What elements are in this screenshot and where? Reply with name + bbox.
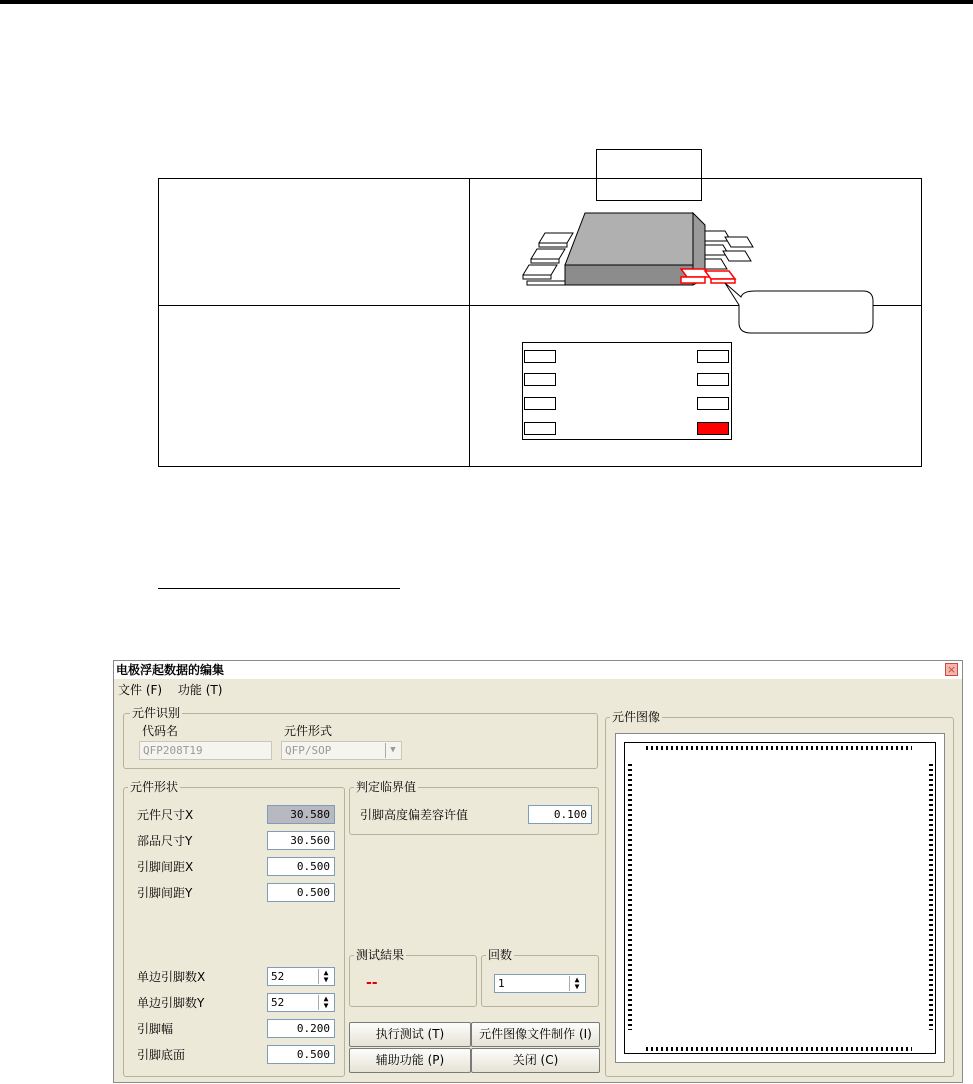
- pad-right-3: [697, 397, 729, 410]
- table-center-rule: [469, 178, 470, 467]
- table-bottom-rule: [158, 466, 922, 467]
- make-image-button[interactable]: 元件图像文件制作 (I): [471, 1022, 600, 1047]
- dialog-title: [114, 661, 962, 679]
- count-value: 1: [498, 977, 505, 990]
- pins-top: [646, 746, 912, 750]
- pins-left: [628, 764, 632, 1030]
- pad-left-1: [524, 350, 556, 363]
- count-legend: 回数: [488, 948, 513, 962]
- component-image-view: [615, 733, 945, 1063]
- pins-right: [929, 764, 933, 1030]
- close-icon[interactable]: ×: [946, 663, 957, 676]
- component-id-legend: 元件识别: [132, 706, 181, 720]
- chip-3d-illustration: [515, 205, 885, 335]
- count-group: [481, 948, 599, 1007]
- spinner-arrows-icon[interactable]: ▲ ▼: [569, 976, 584, 991]
- size-x-field[interactable]: 30.580: [267, 805, 335, 824]
- threshold-legend: 判定临界值: [356, 780, 417, 794]
- table-top-rule: [158, 178, 922, 179]
- shape-group: [123, 780, 345, 1077]
- menu-function[interactable]: 功能 (T): [177, 683, 223, 697]
- pad-left-2: [524, 373, 556, 386]
- type-label: 元件形式: [284, 724, 333, 738]
- menu-bar: [114, 680, 962, 700]
- pitch-y-field[interactable]: 0.500: [267, 883, 335, 902]
- pin-width-label: 引脚幅: [137, 1022, 174, 1036]
- chevron-down-icon[interactable]: ▼: [385, 743, 400, 758]
- code-label: 代码名: [142, 724, 179, 738]
- type-select[interactable]: [281, 741, 402, 760]
- component-id-group: [123, 706, 598, 769]
- page-top-rule: [0, 0, 973, 4]
- dialog-title-text: 电极浮起数据的编集: [116, 663, 225, 677]
- size-y-label: 部品尺寸Y: [137, 834, 193, 848]
- pin-bottom-label: 引脚底面: [137, 1048, 186, 1062]
- component-outline: [624, 742, 936, 1054]
- pin-count-y-value: 52: [271, 996, 285, 1009]
- table-right-rule: [921, 178, 922, 467]
- threshold-field[interactable]: 0.100: [528, 805, 592, 824]
- pin-count-x-stepper[interactable]: [267, 967, 335, 986]
- table-left-rule: [158, 178, 159, 467]
- code-field[interactable]: QFP208T19: [139, 741, 272, 760]
- pad-right-4-highlighted: [697, 422, 729, 435]
- image-group: [605, 710, 954, 1077]
- pad-right-1: [697, 350, 729, 363]
- pad-left-3: [524, 397, 556, 410]
- size-x-label: 元件尺寸X: [137, 808, 194, 822]
- callout-box-top: [596, 149, 702, 201]
- pitch-x-label: 引脚间距X: [137, 860, 194, 874]
- section-underline: [158, 588, 400, 589]
- edit-dialog: [113, 660, 963, 1083]
- pin-count-y-stepper[interactable]: [267, 993, 335, 1012]
- run-test-button[interactable]: 执行测试 (T): [349, 1022, 471, 1047]
- pin-count-y-label: 单边引脚数Y: [137, 996, 205, 1010]
- image-legend: 元件图像: [612, 710, 661, 724]
- threshold-group: [349, 780, 599, 835]
- pin-count-x-value: 52: [271, 970, 285, 983]
- pad-left-4: [524, 422, 556, 435]
- threshold-label: 引脚高度偏差容许值: [360, 808, 469, 822]
- aux-function-button[interactable]: 辅助功能 (P): [349, 1048, 471, 1073]
- menu-file[interactable]: 文件 (F): [118, 683, 163, 697]
- pins-bottom: [646, 1047, 912, 1051]
- pin-bottom-field[interactable]: 0.500: [267, 1045, 335, 1064]
- result-legend: 测试結果: [356, 948, 405, 962]
- shape-legend: 元件形状: [130, 780, 179, 794]
- size-y-field[interactable]: 30.560: [267, 831, 335, 850]
- pin-width-field[interactable]: 0.200: [267, 1019, 335, 1038]
- close-button[interactable]: 关闭 (C): [471, 1048, 600, 1073]
- pitch-y-label: 引脚间距Y: [137, 886, 193, 900]
- type-select-value: QFP/SOP: [285, 744, 332, 757]
- result-group: [349, 948, 477, 1007]
- result-value: --: [366, 975, 378, 991]
- count-stepper[interactable]: [494, 974, 586, 993]
- spinner-arrows-icon[interactable]: ▲ ▼: [318, 969, 333, 984]
- pad-right-2: [697, 373, 729, 386]
- pin-count-x-label: 单边引脚数X: [137, 970, 206, 984]
- spinner-arrows-icon[interactable]: ▲ ▼: [318, 995, 333, 1010]
- pitch-x-field[interactable]: 0.500: [267, 857, 335, 876]
